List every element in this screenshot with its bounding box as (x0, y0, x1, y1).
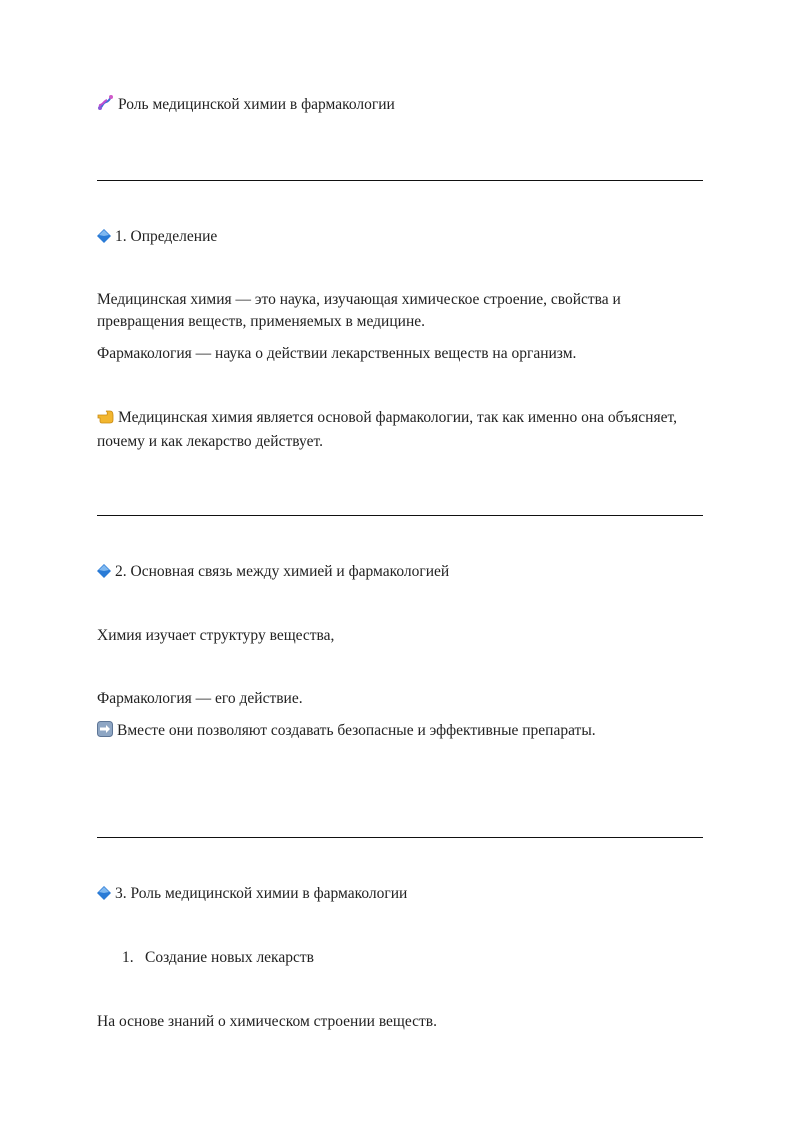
note-paragraph (97, 407, 703, 453)
section-heading-1-text: 1. Определение (115, 228, 218, 245)
paragraph: Медицинская химия — это наука, изучающая химическое строение, свойства и превращения веществ, применяемых в медицине. (97, 291, 621, 330)
dna-icon (97, 94, 114, 118)
note-text: Медицинская химия является основой фармакологии, так как именно она объясняет, почему и как лекарство действует. (97, 409, 677, 450)
list-item-number: 1. (122, 949, 134, 966)
section-heading-3-text: 3. Роль медицинской химии в фармакологии (115, 885, 408, 902)
blue-diamond-icon (97, 885, 111, 907)
right-arrow-icon (97, 721, 113, 744)
note-paragraph (97, 720, 596, 744)
divider (97, 515, 703, 516)
blue-diamond-icon (97, 228, 111, 250)
list-item-text: Создание новых лекарств (145, 949, 314, 966)
paragraph: Фармакология — его действие. (97, 690, 303, 707)
divider (97, 180, 703, 181)
paragraph: Фармакология — наука о действии лекарственных веществ на организм. (97, 345, 577, 362)
blue-diamond-icon (97, 563, 111, 585)
divider (97, 837, 703, 838)
title-text: Роль медицинской химии в фармакологии (118, 96, 395, 113)
paragraph: На основе знаний о химическом строении веществ. (97, 1013, 437, 1030)
section-heading-2 (97, 561, 449, 585)
pointing-hand-icon (97, 409, 114, 431)
section-heading-3 (97, 883, 407, 907)
document-title (97, 94, 395, 118)
note-text: Вместе они позволяют создавать безопасные и эффективные препараты. (117, 722, 596, 739)
paragraph: Химия изучает структуру вещества, (97, 627, 335, 644)
section-heading-1 (97, 226, 217, 250)
section-heading-2-text: 2. Основная связь между химией и фармакологией (115, 563, 450, 580)
